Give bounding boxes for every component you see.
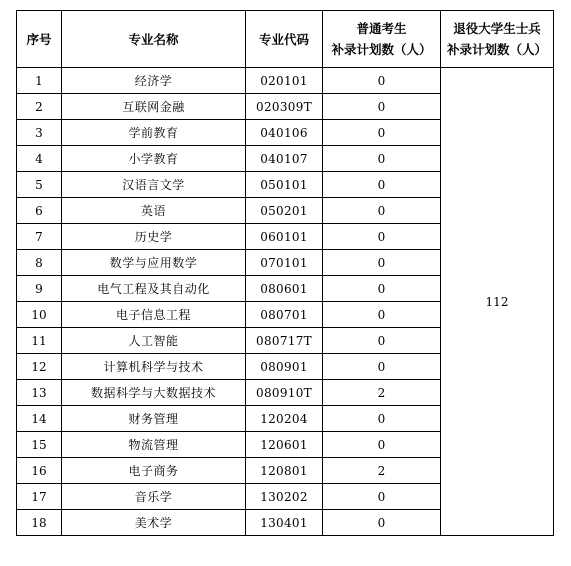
major-code-cell: 080717T — [246, 328, 323, 354]
major-code-cell: 050101 — [246, 172, 323, 198]
regular-quota-cell: 0 — [323, 146, 441, 172]
row-index-cell: 2 — [17, 94, 62, 120]
major-code-cell: 120801 — [246, 458, 323, 484]
major-code-cell: 060101 — [246, 224, 323, 250]
major-name-cell: 电子信息工程 — [62, 302, 246, 328]
row-index-cell: 14 — [17, 406, 62, 432]
table-body — [17, 68, 554, 536]
major-code-cell: 040106 — [246, 120, 323, 146]
major-name-cell: 数学与应用数学 — [62, 250, 246, 276]
row-index-cell: 10 — [17, 302, 62, 328]
major-code-cell: 080701 — [246, 302, 323, 328]
row-index-cell: 6 — [17, 198, 62, 224]
major-name-cell: 计算机科学与技术 — [62, 354, 246, 380]
regular-quota-cell: 0 — [323, 94, 441, 120]
major-code-cell: 120601 — [246, 432, 323, 458]
row-index-cell: 4 — [17, 146, 62, 172]
row-index-cell: 1 — [17, 68, 62, 94]
row-index-cell: 9 — [17, 276, 62, 302]
regular-quota-cell: 0 — [323, 484, 441, 510]
row-index-cell: 3 — [17, 120, 62, 146]
row-index-cell: 16 — [17, 458, 62, 484]
major-code-cell: 080601 — [246, 276, 323, 302]
header-veteran-quota — [441, 11, 554, 68]
header-major-name: 专业名称 — [62, 11, 246, 68]
header-veteran-quota-line1: 退役大学生士兵 — [453, 21, 541, 36]
regular-quota-cell: 0 — [323, 510, 441, 536]
major-name-cell: 互联网金融 — [62, 94, 246, 120]
table-row — [17, 68, 554, 94]
row-index-cell: 7 — [17, 224, 62, 250]
major-name-cell: 物流管理 — [62, 432, 246, 458]
major-code-cell: 050201 — [246, 198, 323, 224]
header-regular-quota — [323, 11, 441, 68]
regular-quota-cell: 0 — [323, 432, 441, 458]
major-name-cell: 经济学 — [62, 68, 246, 94]
regular-quota-cell: 0 — [323, 328, 441, 354]
major-code-cell: 020101 — [246, 68, 323, 94]
regular-quota-cell: 0 — [323, 224, 441, 250]
regular-quota-cell: 0 — [323, 354, 441, 380]
major-name-cell: 数据科学与大数据技术 — [62, 380, 246, 406]
regular-quota-cell: 2 — [323, 380, 441, 406]
major-code-cell: 080910T — [246, 380, 323, 406]
regular-quota-cell: 0 — [323, 120, 441, 146]
major-name-cell: 小学教育 — [62, 146, 246, 172]
major-code-cell: 020309T — [246, 94, 323, 120]
major-name-cell: 电气工程及其自动化 — [62, 276, 246, 302]
header-major-code: 专业代码 — [246, 11, 323, 68]
row-index-cell: 15 — [17, 432, 62, 458]
major-code-cell: 120204 — [246, 406, 323, 432]
major-code-cell: 070101 — [246, 250, 323, 276]
regular-quota-cell: 0 — [323, 172, 441, 198]
row-index-cell: 8 — [17, 250, 62, 276]
major-name-cell: 英语 — [62, 198, 246, 224]
regular-quota-cell: 0 — [323, 68, 441, 94]
regular-quota-cell: 0 — [323, 276, 441, 302]
major-name-cell: 汉语言文学 — [62, 172, 246, 198]
major-code-cell: 040107 — [246, 146, 323, 172]
major-name-cell: 人工智能 — [62, 328, 246, 354]
table-header-row — [17, 11, 554, 68]
row-index-cell: 11 — [17, 328, 62, 354]
enrollment-plan-table — [16, 10, 554, 536]
row-index-cell: 17 — [17, 484, 62, 510]
row-index-cell: 12 — [17, 354, 62, 380]
header-regular-quota-line1: 普通考生 — [356, 21, 407, 36]
row-index-cell: 13 — [17, 380, 62, 406]
major-name-cell: 财务管理 — [62, 406, 246, 432]
header-index: 序号 — [17, 11, 62, 68]
row-index-cell: 18 — [17, 510, 62, 536]
major-name-cell: 电子商务 — [62, 458, 246, 484]
major-code-cell: 130401 — [246, 510, 323, 536]
major-name-cell: 音乐学 — [62, 484, 246, 510]
regular-quota-cell: 2 — [323, 458, 441, 484]
regular-quota-cell: 0 — [323, 302, 441, 328]
major-code-cell: 080901 — [246, 354, 323, 380]
row-index-cell: 5 — [17, 172, 62, 198]
header-veteran-quota-line2: 补录计划数（人） — [446, 42, 547, 57]
major-code-cell: 130202 — [246, 484, 323, 510]
veteran-quota-total-cell: 112 — [441, 68, 554, 536]
major-name-cell: 美术学 — [62, 510, 246, 536]
major-name-cell: 学前教育 — [62, 120, 246, 146]
header-regular-quota-line2: 补录计划数（人） — [331, 42, 432, 57]
major-name-cell: 历史学 — [62, 224, 246, 250]
regular-quota-cell: 0 — [323, 250, 441, 276]
regular-quota-cell: 0 — [323, 406, 441, 432]
regular-quota-cell: 0 — [323, 198, 441, 224]
